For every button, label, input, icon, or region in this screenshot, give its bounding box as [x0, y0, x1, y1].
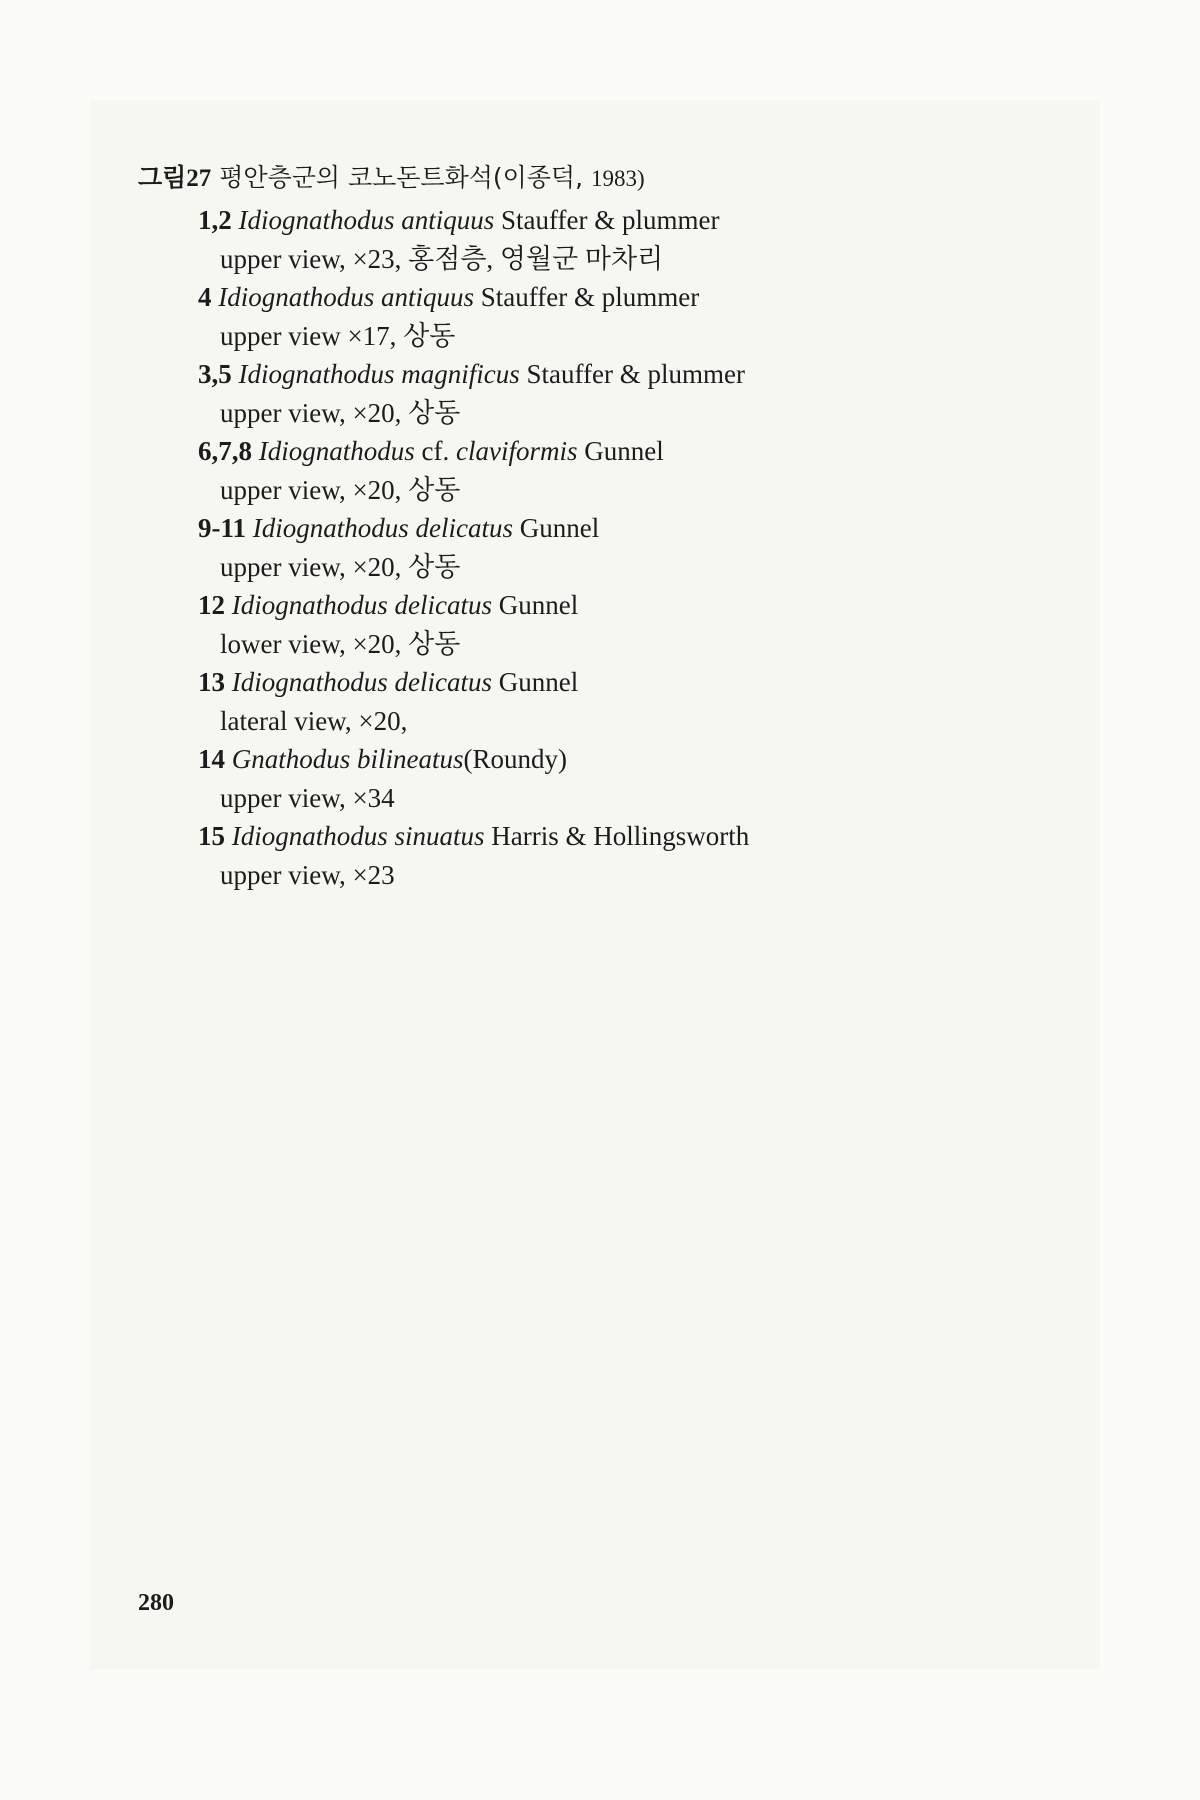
- entry-heading: [138, 201, 1038, 240]
- entry-detail: upper view, ×20, 상동: [220, 397, 461, 428]
- entry-heading: [138, 278, 1038, 317]
- entry-number: 4: [198, 282, 212, 312]
- figure-title: [138, 160, 1038, 197]
- species-name: magnificus: [401, 359, 520, 389]
- entry-detail: lower view, ×20, 상동: [220, 628, 461, 659]
- genus-name: Idiognathodus: [218, 282, 375, 312]
- entry-heading: [138, 663, 1038, 702]
- entry-number: 14: [198, 744, 225, 774]
- genus-name: Idiognathodus: [238, 359, 395, 389]
- species-name: delicatus: [394, 590, 492, 620]
- figure-title-text: 평안층군의 코노돈트화석(이종덕,: [219, 163, 584, 192]
- entry-heading: [138, 586, 1038, 625]
- entry-heading: [138, 355, 1038, 394]
- figure-caption: [138, 160, 1038, 894]
- entry-heading: [138, 817, 1038, 856]
- entry-detail: upper view, ×20, 상동: [220, 551, 461, 582]
- author-name: Gunnel: [519, 513, 600, 543]
- author-name: Gunnel: [498, 667, 579, 697]
- species-name: delicatus: [394, 667, 492, 697]
- caption-entry: [138, 278, 1038, 355]
- genus-name: Gnathodus: [231, 744, 351, 774]
- species-name: sinuatus: [394, 821, 485, 851]
- genus-name: Idiognathodus: [258, 436, 415, 466]
- author-name: Stauffer & plummer: [501, 205, 720, 235]
- caption-entry: [138, 663, 1038, 740]
- caption-entry: [138, 817, 1038, 894]
- author-name: Stauffer & plummer: [526, 359, 745, 389]
- caption-entry: [138, 355, 1038, 432]
- author-name: Gunnel: [584, 436, 664, 466]
- entry-detail: upper view, ×23, 홍점층, 영월군 마차리: [220, 243, 664, 274]
- entry-number: 13: [198, 667, 225, 697]
- genus-name: Idiognathodus: [231, 590, 388, 620]
- entry-heading: [138, 740, 1038, 779]
- entry-detail: upper view, ×20, 상동: [220, 474, 461, 505]
- species-name: antiquus: [401, 205, 495, 235]
- genus-name: Idiognathodus: [231, 821, 388, 851]
- species-name: delicatus: [415, 513, 514, 543]
- species-name: claviformis: [456, 436, 578, 466]
- entry-heading: [138, 432, 1038, 471]
- entry-detail: lateral view, ×20,: [220, 705, 408, 736]
- caption-entry: [138, 432, 1038, 509]
- genus-name: Idiognathodus: [238, 205, 395, 235]
- caption-entry: [138, 201, 1038, 278]
- author-name: (Roundy): [463, 744, 568, 774]
- entry-number: 6,7,8: [198, 436, 252, 466]
- genus-name: Idiognathodus: [231, 667, 388, 697]
- caption-entry: [138, 586, 1038, 663]
- caption-entry: [138, 740, 1038, 817]
- species-name: bilineatus: [357, 744, 464, 774]
- figure-year: 1983): [590, 166, 645, 191]
- entry-heading: [138, 509, 1038, 548]
- entry-number: 15: [198, 821, 225, 851]
- entry-number: 3,5: [198, 359, 232, 389]
- taxon-qualifier: cf.: [421, 436, 450, 466]
- figure-label: 그림27: [138, 165, 212, 192]
- author-name: Stauffer & plummer: [480, 282, 700, 312]
- author-name: Harris & Hollingsworth: [491, 821, 750, 851]
- genus-name: Idiognathodus: [252, 513, 409, 543]
- entry-detail: upper view, ×23: [220, 859, 395, 890]
- entry-number: 12: [198, 590, 225, 620]
- entry-detail: upper view, ×34: [220, 782, 395, 813]
- species-name: antiquus: [381, 282, 475, 312]
- author-name: Gunnel: [498, 590, 579, 620]
- page-number: 280: [138, 1590, 174, 1616]
- entry-number: 1,2: [198, 205, 232, 235]
- entry-detail: upper view ×17, 상동: [220, 320, 456, 351]
- entry-number: 9-11: [198, 513, 247, 543]
- caption-entry: [138, 509, 1038, 586]
